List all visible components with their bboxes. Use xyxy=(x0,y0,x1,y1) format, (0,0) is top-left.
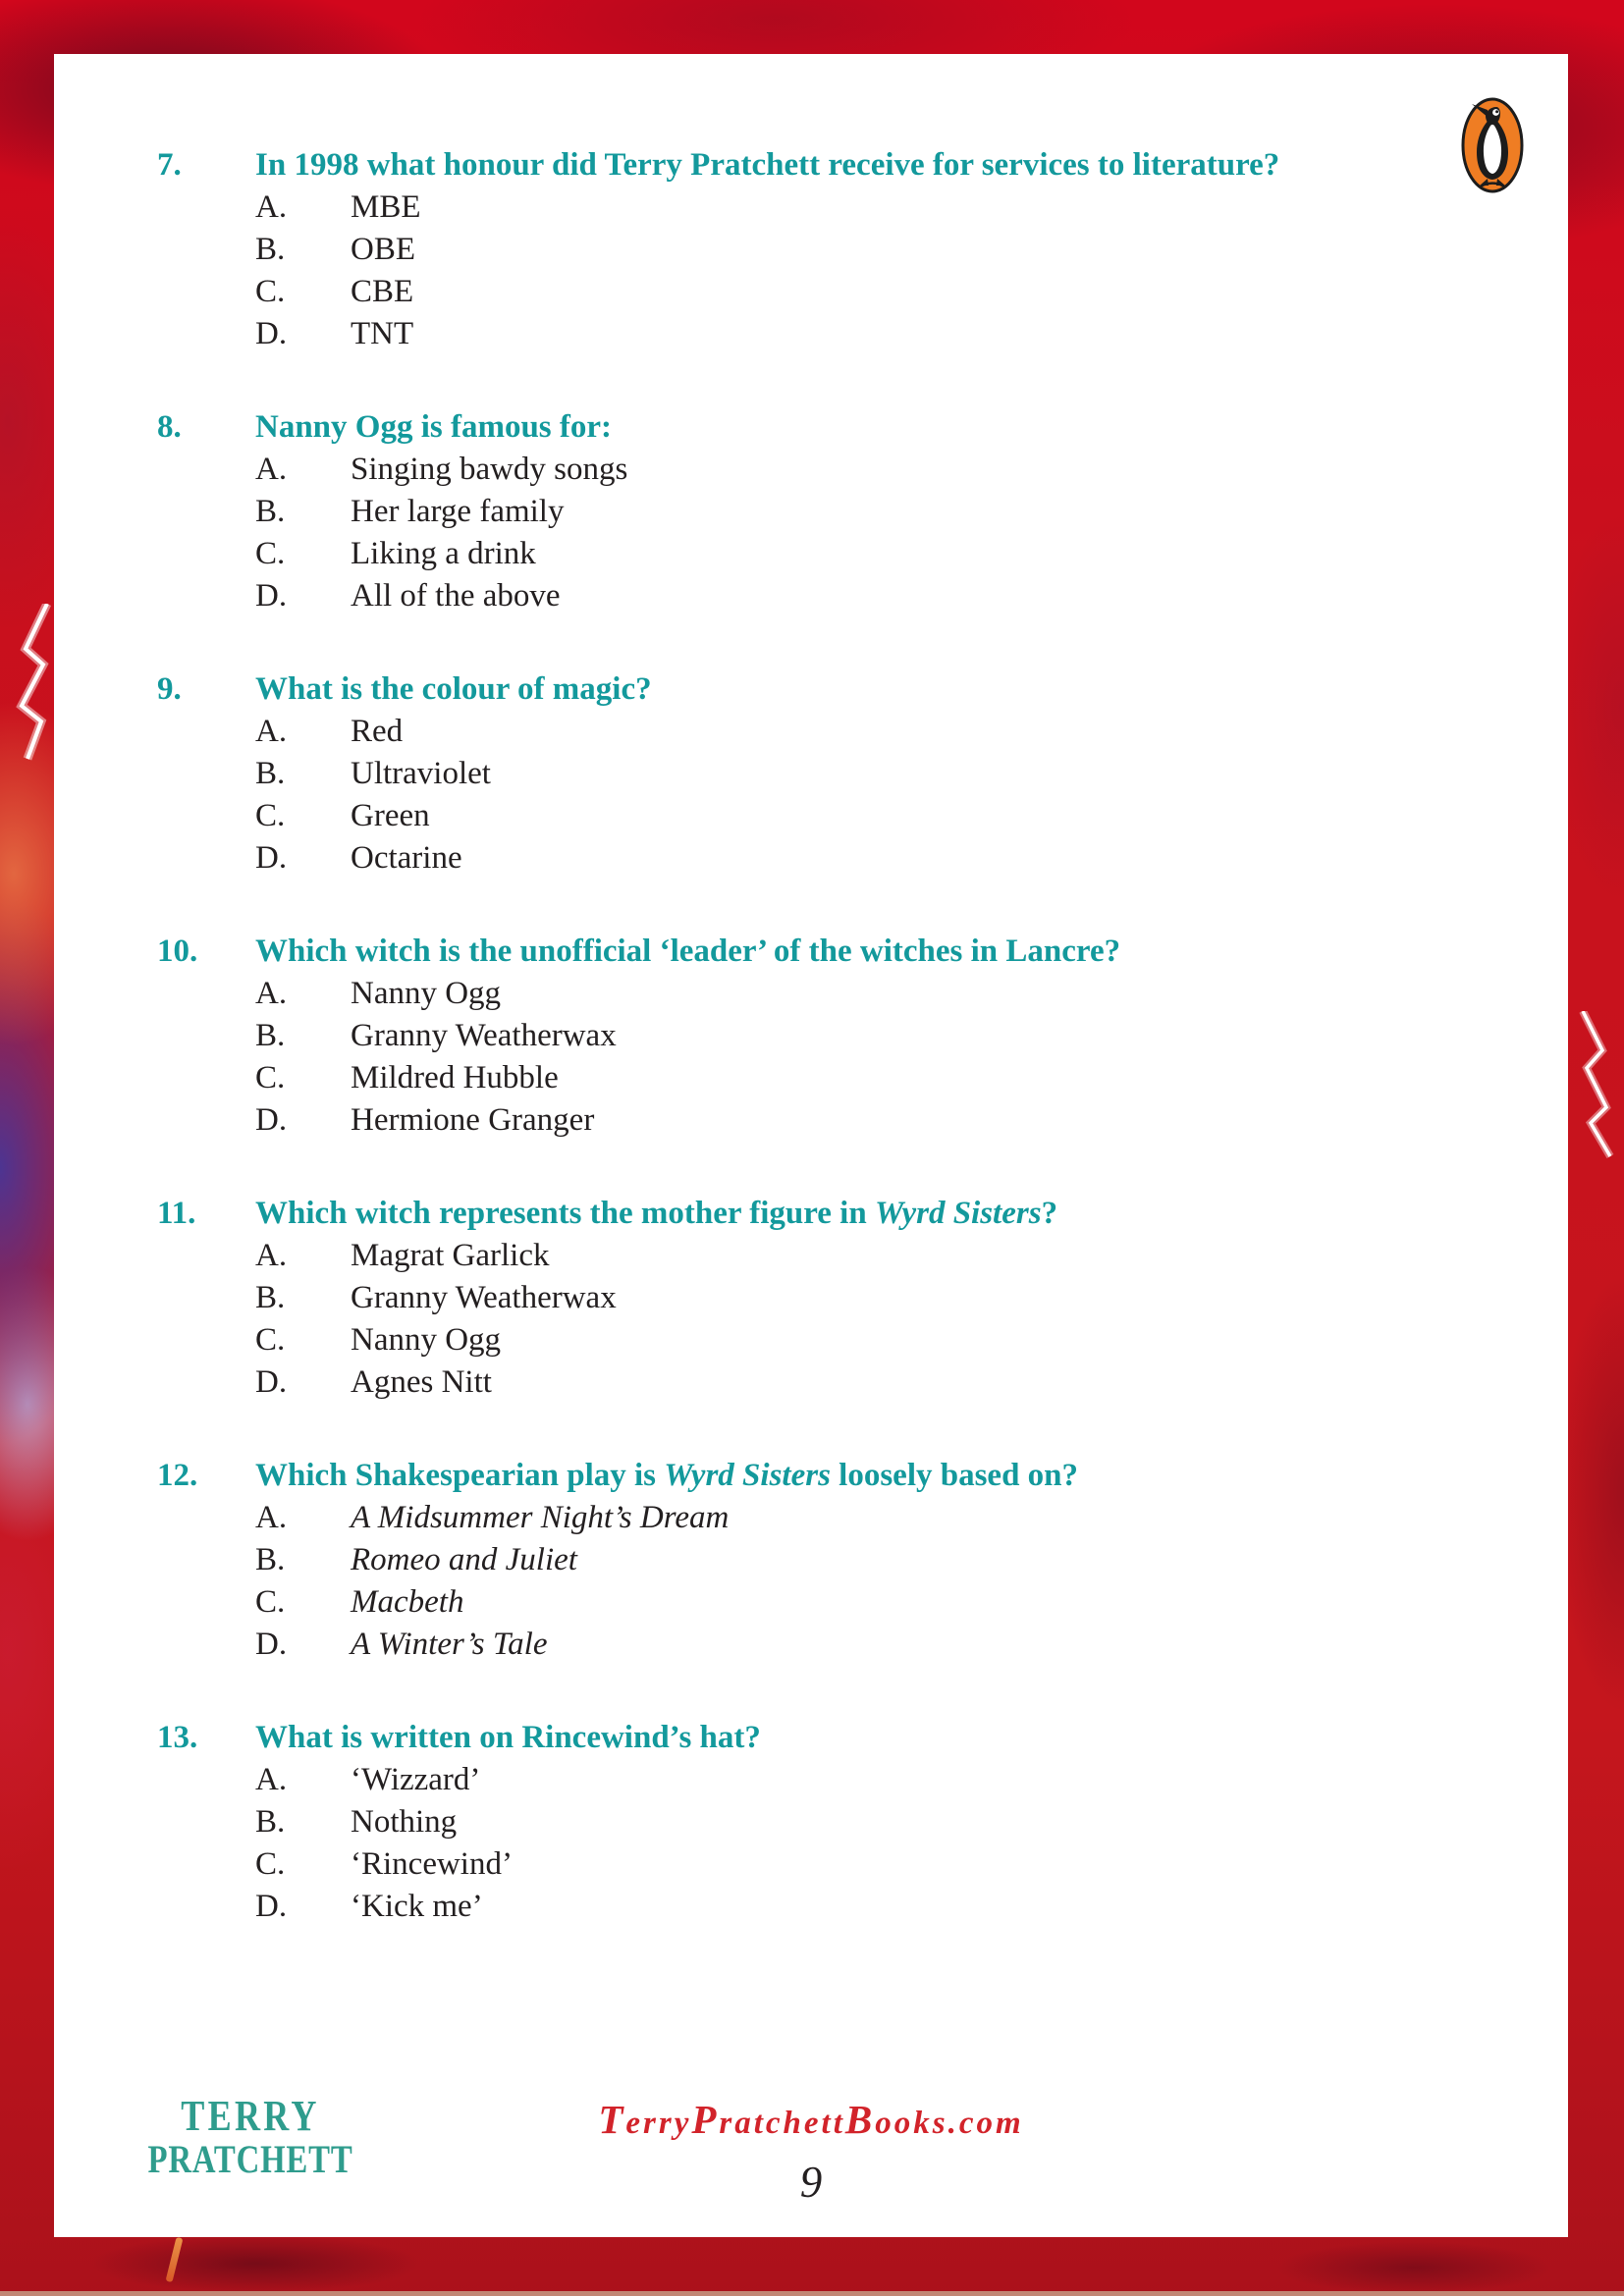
option-text: Green xyxy=(351,798,430,833)
option-row xyxy=(54,1057,1568,1099)
option-letter: C. xyxy=(255,536,286,571)
question-7 xyxy=(54,144,1568,355)
option-text: All of the above xyxy=(351,578,561,614)
option-row xyxy=(54,753,1568,795)
option-letter: A. xyxy=(255,1762,288,1797)
option-text: Singing bawdy songs xyxy=(351,452,628,487)
option-letter: D. xyxy=(255,316,288,351)
question-number: 12. xyxy=(157,1458,198,1493)
lightning-streak xyxy=(1571,1011,1624,1158)
option-letter: D. xyxy=(255,840,288,876)
option-letter: C. xyxy=(255,274,286,309)
question-title: Which witch represents the mother figure in Wyrd Sisters? xyxy=(255,1196,1058,1231)
option-row xyxy=(54,1539,1568,1581)
question-8 xyxy=(54,406,1568,617)
option-text: Macbeth xyxy=(351,1584,464,1620)
option-letter: B. xyxy=(255,1280,286,1315)
question-number: 13. xyxy=(157,1720,198,1755)
option-letter: B. xyxy=(255,756,286,791)
option-row xyxy=(54,795,1568,837)
option-letter: C. xyxy=(255,1060,286,1095)
option-text: Ultraviolet xyxy=(351,756,491,791)
question-11 xyxy=(54,1193,1568,1404)
option-letter: B. xyxy=(255,232,286,267)
option-row xyxy=(54,1015,1568,1057)
option-letter: B. xyxy=(255,1804,286,1840)
question-number: 11. xyxy=(157,1196,196,1231)
option-text: A Midsummer Night’s Dream xyxy=(351,1500,730,1535)
option-letter: A. xyxy=(255,189,288,225)
option-letter: D. xyxy=(255,1102,288,1138)
option-text: Granny Weatherwax xyxy=(351,1280,617,1315)
question-title: Which witch is the unofficial ‘leader’ of the witches in Lancre? xyxy=(255,934,1121,969)
option-text: Liking a drink xyxy=(351,536,536,571)
option-row xyxy=(54,1319,1568,1362)
option-text: Magrat Garlick xyxy=(351,1238,550,1273)
option-text: ‘Kick me’ xyxy=(351,1889,483,1924)
option-text: Hermione Granger xyxy=(351,1102,595,1138)
option-text: Agnes Nitt xyxy=(351,1364,492,1400)
question-title: In 1998 what honour did Terry Pratchett receive for services to literature? xyxy=(255,147,1280,183)
option-row xyxy=(54,187,1568,229)
question-12 xyxy=(54,1455,1568,1666)
option-row xyxy=(54,271,1568,313)
option-text: Granny Weatherwax xyxy=(351,1018,617,1053)
option-row xyxy=(54,1099,1568,1142)
option-text: Nanny Ogg xyxy=(351,976,502,1011)
question-title: What is the colour of magic? xyxy=(255,671,652,707)
question-number: 7. xyxy=(157,147,182,183)
question-number: 8. xyxy=(157,409,182,445)
option-row xyxy=(54,1759,1568,1801)
option-letter: D. xyxy=(255,1364,288,1400)
option-text: Her large family xyxy=(351,494,565,529)
option-text: Romeo and Juliet xyxy=(351,1542,577,1577)
option-text: TNT xyxy=(351,316,414,351)
option-letter: B. xyxy=(255,1018,286,1053)
option-letter: C. xyxy=(255,798,286,833)
option-text: CBE xyxy=(351,274,414,309)
option-text: ‘Rincewind’ xyxy=(351,1846,513,1882)
question-title: Nanny Ogg is famous for: xyxy=(255,409,613,445)
option-text: MBE xyxy=(351,189,421,225)
page-number: 9 xyxy=(799,2158,823,2207)
option-text: Nothing xyxy=(351,1804,458,1840)
option-row xyxy=(54,1362,1568,1404)
option-letter: D. xyxy=(255,1627,288,1662)
option-row xyxy=(54,1277,1568,1319)
option-row xyxy=(54,229,1568,271)
question-9 xyxy=(54,668,1568,880)
question-number: 10. xyxy=(157,934,198,969)
option-row xyxy=(54,1801,1568,1843)
option-row xyxy=(54,1581,1568,1624)
website-text: TerryPratchettBooks.com xyxy=(598,2097,1024,2142)
question-13 xyxy=(54,1717,1568,1928)
option-letter: D. xyxy=(255,1889,288,1924)
option-row xyxy=(54,1497,1568,1539)
option-row xyxy=(54,1843,1568,1886)
option-row xyxy=(54,313,1568,355)
option-letter: C. xyxy=(255,1584,286,1620)
option-row xyxy=(54,1624,1568,1666)
option-row xyxy=(54,449,1568,491)
option-row xyxy=(54,1235,1568,1277)
option-text: Nanny Ogg xyxy=(351,1322,502,1358)
option-letter: A. xyxy=(255,714,288,749)
option-letter: A. xyxy=(255,452,288,487)
option-letter: D. xyxy=(255,578,288,614)
option-letter: A. xyxy=(255,976,288,1011)
page-bottom-edge xyxy=(0,2291,1624,2296)
option-row xyxy=(54,491,1568,533)
option-letter: B. xyxy=(255,494,286,529)
option-letter: C. xyxy=(255,1846,286,1882)
option-row xyxy=(54,711,1568,753)
paint-streak xyxy=(166,2237,184,2282)
option-letter: A. xyxy=(255,1238,288,1273)
question-title: What is written on Rincewind’s hat? xyxy=(255,1720,761,1755)
question-list xyxy=(54,144,1568,1979)
option-letter: B. xyxy=(255,1542,286,1577)
terry-pratchett-logo-line1: TERRY xyxy=(181,2092,320,2140)
option-text: A Winter’s Tale xyxy=(351,1627,548,1662)
quiz-page xyxy=(54,54,1568,2237)
question-10 xyxy=(54,931,1568,1142)
option-letter: A. xyxy=(255,1500,288,1535)
option-text: Octarine xyxy=(351,840,462,876)
terry-pratchett-logo-line2: PRATCHETT xyxy=(147,2136,353,2181)
option-row xyxy=(54,973,1568,1015)
option-text: Red xyxy=(351,714,404,749)
option-row xyxy=(54,533,1568,575)
option-text: ‘Wizzard’ xyxy=(351,1762,481,1797)
question-title: Which Shakespearian play is Wyrd Sisters loosely based on? xyxy=(255,1458,1079,1493)
question-number: 9. xyxy=(157,671,182,707)
option-letter: C. xyxy=(255,1322,286,1358)
option-row xyxy=(54,575,1568,617)
option-text: Mildred Hubble xyxy=(351,1060,559,1095)
option-text: OBE xyxy=(351,232,415,267)
option-row xyxy=(54,837,1568,880)
option-row xyxy=(54,1886,1568,1928)
